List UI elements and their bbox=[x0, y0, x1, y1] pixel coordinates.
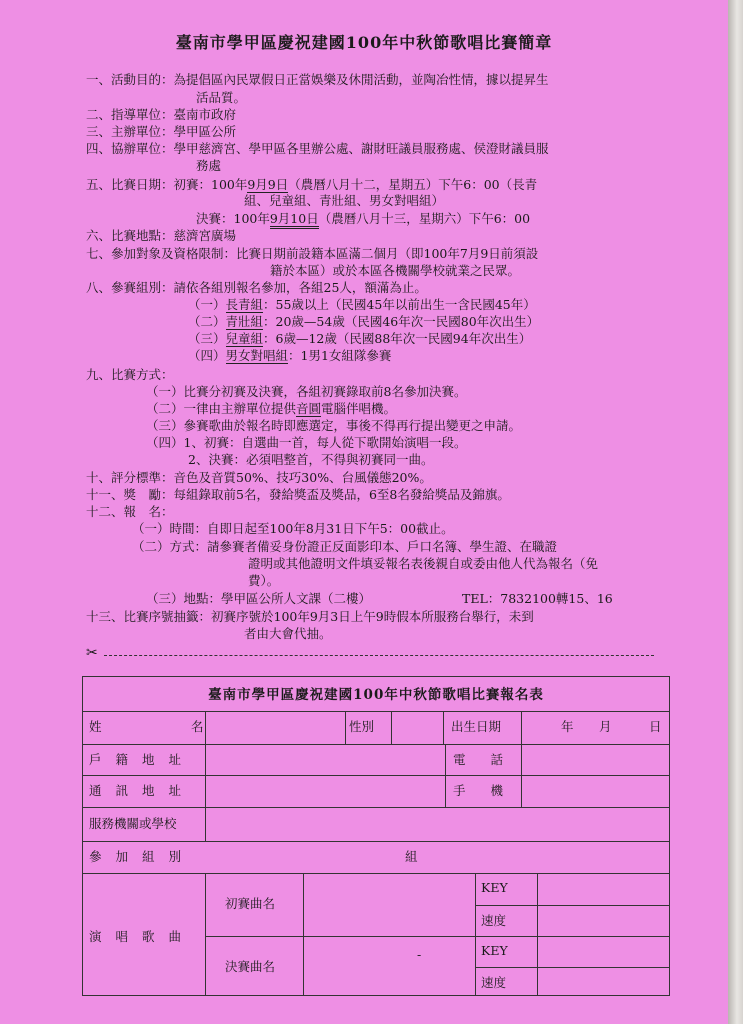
prelim-key-label: KEY bbox=[481, 880, 508, 895]
final-song-field[interactable] bbox=[309, 958, 469, 976]
household-address-label: 戶籍地址 bbox=[89, 752, 196, 767]
final-song-label: 決賽曲名 bbox=[225, 959, 276, 974]
item-co-organizer: 四、協辦單位：學甲慈濟宮、學甲區各里辦公處、謝財旺議員服務處、侯澄財議員服 bbox=[86, 141, 549, 156]
registration-place: （三）地點：學甲區公所人文課（二樓） bbox=[146, 591, 372, 606]
group-adult: （二）青壯組：20歲—54歲（民國46年次一民國80年次出生） bbox=[188, 314, 540, 329]
method-5: 2、決賽：必須唱整首，不得與初賽同一曲。 bbox=[188, 452, 434, 467]
item-organizer: 三、主辦單位：學甲區公所 bbox=[86, 124, 237, 139]
name-label-first: 姓 bbox=[89, 719, 102, 734]
mobile-label: 手 機 bbox=[453, 783, 504, 798]
birth-year-label: 年 bbox=[561, 719, 574, 734]
group-senior: （一）長青組：55歲以上（民國45年以前出生一含民國45年） bbox=[188, 297, 536, 312]
mailing-address-field[interactable] bbox=[213, 782, 439, 800]
gender-label: 性別 bbox=[349, 719, 375, 734]
item-purpose-cont: 活品質。 bbox=[196, 90, 247, 105]
household-address-field[interactable] bbox=[213, 751, 439, 769]
registration-time: （一）時間：自即日起至100年8月31日下午5：00截止。 bbox=[132, 521, 454, 536]
item-scoring: 十、評分標準：音色及音質50%、技巧30%、台風儀態20%。 bbox=[86, 470, 432, 485]
mobile-field[interactable] bbox=[529, 782, 663, 800]
group-senior-name: 長青組 bbox=[225, 297, 264, 312]
item-eligibility: 七、參加對象及資格限制：比賽日期前設籍本區滿二個月（即100年7月9日前須設 bbox=[86, 246, 539, 261]
final-date-suffix: （農曆八月十三，星期六）下午6：00 bbox=[318, 211, 531, 226]
gender-field[interactable] bbox=[395, 719, 439, 737]
group-suffix: 組 bbox=[405, 849, 418, 864]
final-date-prefix: 決賽：100年 bbox=[196, 211, 270, 226]
prelim-speed-label: 速度 bbox=[481, 913, 507, 928]
item-purpose: 一、活動目的：為提倡區內民眾假日正當娛樂及休閒活動，並陶冶性情，據以提昇生 bbox=[86, 72, 549, 87]
form-title: 臺南市學甲區慶祝建國100年中秋節歌唱比賽報名表 bbox=[208, 687, 544, 703]
method-2: （二）一律由主辦單位提供音圓電腦伴唱機。 bbox=[146, 401, 397, 416]
method-4: （四）1、初賽：自選曲一首，每人從下歌開始演唱一段。 bbox=[146, 435, 467, 450]
name-field[interactable] bbox=[213, 719, 341, 737]
item-dates-prelim bbox=[86, 177, 537, 193]
mailing-address-label: 通訊地址 bbox=[89, 783, 196, 798]
prelim-date-prefix: 五、比賽日期：初賽：100年 bbox=[86, 177, 248, 192]
group-child-name: 兒童組 bbox=[225, 331, 264, 346]
registration-form bbox=[82, 676, 670, 996]
registration-method: （二）方式：請參賽者備妥身份證正反面影印本、戶口名簿、學生證、在職證 bbox=[132, 539, 558, 554]
item-guidance: 二、指導單位：臺南市政府 bbox=[86, 107, 237, 122]
group-child: （三）兒童組：6歲—12歲（民國88年次一民國94年次出生） bbox=[188, 331, 532, 346]
name-label-last: 名 bbox=[191, 719, 204, 734]
registration-phone: TEL：7832100轉15、16 bbox=[462, 591, 613, 606]
item-co-organizer-cont: 務處 bbox=[196, 158, 222, 173]
scanner-edge bbox=[728, 0, 743, 1024]
final-date: 9月10日 bbox=[270, 211, 319, 229]
registration-method-cont: 證明或其他證明文件填妥報名表後親自或委由他人代為報名（免 bbox=[248, 556, 599, 571]
item-eligibility-cont: 籍於本區）或於本區各機關學校就業之民眾。 bbox=[270, 263, 521, 278]
group-duet: （四）男女對唱組：1男1女組隊參賽 bbox=[188, 348, 392, 363]
item-awards: 十一、獎 勵：每組錄取前5名，發給獎盃及獎品，6至8名發給獎品及錦旗。 bbox=[86, 487, 510, 502]
method-1: （一）比賽分初賽及決賽，各組初賽錄取前8名參加決賽。 bbox=[146, 384, 467, 399]
group-adult-name: 青壯組 bbox=[225, 314, 264, 329]
prelim-song-field[interactable] bbox=[309, 895, 469, 913]
item-draw: 十三、比賽序號抽籤：初賽序號於100年9月3日上午9時假本所服務台舉行，未到 bbox=[86, 609, 534, 624]
songs-label: 演唱歌曲 bbox=[89, 929, 196, 944]
method-2-brand: 音圓 bbox=[296, 401, 322, 416]
cut-line bbox=[104, 655, 654, 656]
organization-field[interactable] bbox=[213, 815, 663, 833]
item-dates-prelim-cont: 組、兒童組、青壯組、男女對唱組） bbox=[244, 193, 445, 208]
birth-date-label: 出生日期 bbox=[451, 719, 502, 734]
item-groups: 八、參賽組別：請依各組別報名參加，各組25人，額滿為止。 bbox=[86, 280, 427, 295]
final-speed-label: 速度 bbox=[481, 975, 507, 990]
document-title: 臺南市學甲區慶祝建國100年中秋節歌唱比賽簡章 bbox=[175, 33, 553, 52]
final-key-label: KEY bbox=[481, 943, 508, 958]
phone-field[interactable] bbox=[529, 751, 663, 769]
method-3: （三）參賽歌曲於報名時即應選定，事後不得再行提出變更之申請。 bbox=[146, 418, 522, 433]
stray-mark: - bbox=[417, 947, 422, 962]
phone-label: 電 話 bbox=[453, 752, 504, 767]
item-method: 九、比賽方式： bbox=[86, 367, 174, 382]
birth-month-label: 月 bbox=[599, 719, 612, 734]
item-dates-final bbox=[196, 211, 530, 227]
group-label: 參加組別 bbox=[89, 849, 196, 864]
group-duet-name: 男女對唱組 bbox=[225, 348, 289, 363]
item-venue: 六、比賽地點：慈濟宮廣場 bbox=[86, 228, 237, 243]
organization-label: 服務機關或學校 bbox=[89, 816, 177, 831]
scissors-icon: ✂ bbox=[86, 645, 98, 661]
item-registration: 十二、報 名： bbox=[86, 504, 174, 519]
birth-day-label: 日 bbox=[649, 719, 662, 734]
prelim-date: 9月9日 bbox=[247, 177, 289, 192]
registration-method-cont2: 費）。 bbox=[248, 573, 280, 588]
item-draw-cont: 者由大會代抽。 bbox=[244, 626, 332, 641]
prelim-song-label: 初賽曲名 bbox=[225, 896, 276, 911]
prelim-date-suffix: （農曆八月十二，星期五）下午6：00（長青 bbox=[288, 177, 538, 192]
